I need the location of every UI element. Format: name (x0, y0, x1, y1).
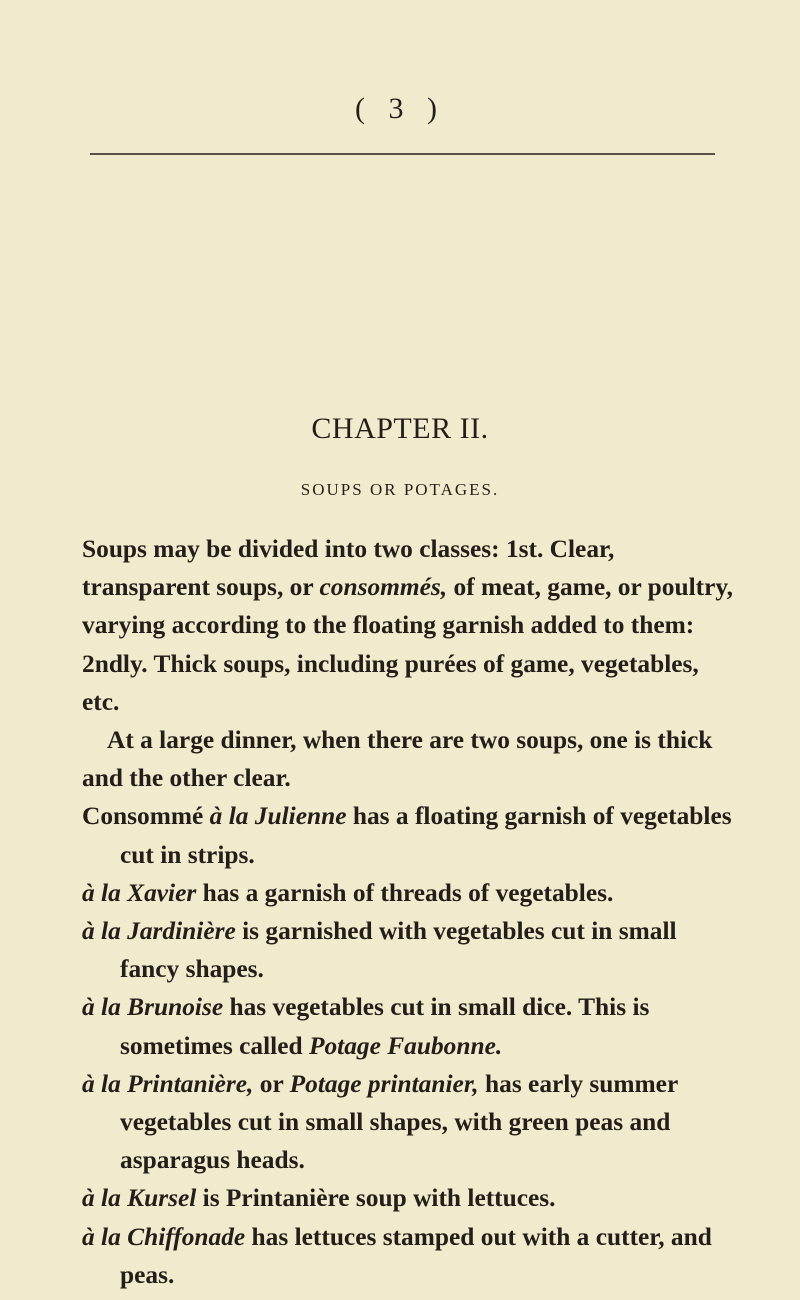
chapter-title: CHAPTER II. (311, 412, 489, 445)
header-rule (90, 153, 715, 155)
soup-entry: à la Jardinière is garnished with vegetables cut in small fancy shapes. (82, 917, 677, 984)
intro-paragraph: Soups may be divided into two classes: 1st. Clear, transparent soups, or consommés, of meat, game, or poultry, varying according to the floating garnish added to them: 2ndly. Thick soups, including purées of game, vegetables, etc. (82, 535, 734, 716)
body-text (82, 530, 737, 1294)
soup-entry: à la Kursel is Printanière soup with lettuces. (82, 1184, 556, 1213)
page-number: ( 3 ) (355, 92, 445, 125)
soup-entry: Consommé à la Julienne has a floating garnish of vegetables cut in strips. (82, 802, 732, 869)
soup-entry: à la Brunoise has vegetables cut in small dice. This is sometimes called Potage Faubonne. (82, 993, 650, 1060)
section-title: SOUPS OR POTAGES. (300, 480, 500, 499)
soup-entry: à la Printanière, or Potage printanier, has early summer vegetables cut in small shapes, with green peas and asparagus heads. (82, 1069, 678, 1175)
soup-entry: à la Chiffonade has lettuces stamped out with a cutter, and peas. (82, 1222, 712, 1289)
second-paragraph: At a large dinner, when there are two soups, one is thick and the other clear. (82, 726, 713, 793)
soup-entry: à la Xavier has a garnish of threads of vegetables. (82, 878, 614, 907)
